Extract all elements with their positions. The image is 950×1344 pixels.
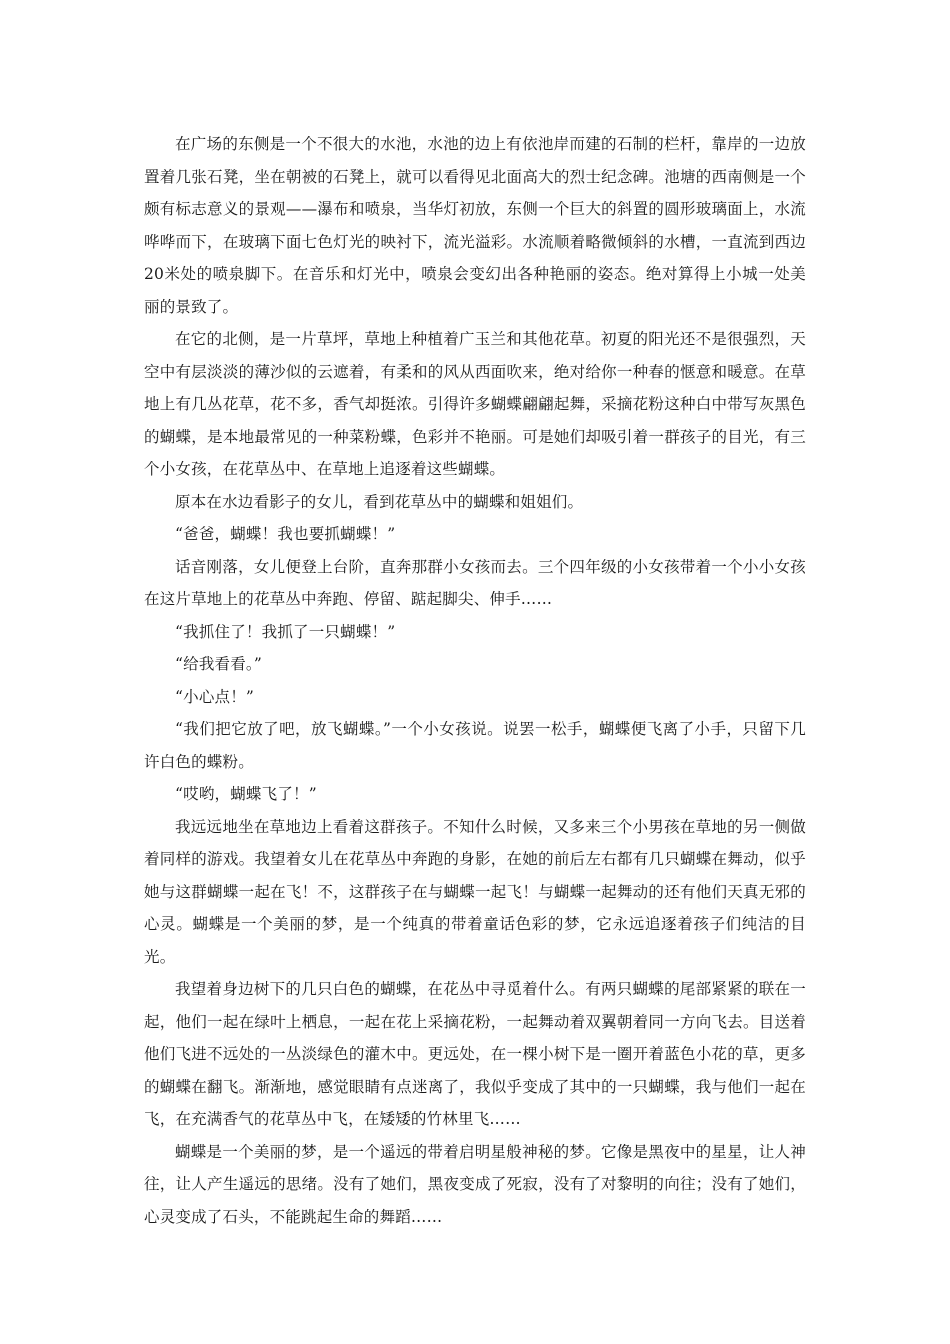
paragraph-4: “爸爸，蝴蝶！我也要抓蝴蝶！” (175, 525, 396, 543)
paragraph-5: 话音刚落，女儿便登上台阶，直奔那群小女孩而去。三个四年级的小女孩带着一个小小女孩在这片草地上的花草丛中奔跑、停留、踮起脚尖、伸手…… (144, 557, 806, 608)
paragraph-8: “小心点！” (175, 687, 255, 706)
paragraph-6: “我抓住了！我抓了一只蝴蝶！” (175, 622, 396, 641)
paragraph-7: “给我看看。” (175, 655, 262, 673)
article-body (144, 128, 806, 1233)
paragraph-12: 我望着身边树下的几只白色的蝴蝶，在花丛中寻觅着什么。有两只蝴蝶的尾部紧紧的联在一起，他们一起在绿叶上栖息，一起在花上采摘花粉，一起舞动着双翼朝着同一方向飞去。目送着他们飞进不远处的一丛淡绿色的灌木中。更远处，在一棵小树下是一圈开着蓝色小花的草，更多的蝴蝶在翻飞。渐渐地，感觉眼睛有点迷离了，我似乎变成了其中的一只蝴蝶，我与他们一起在飞，在充满香气的花草丛中飞，在矮矮的竹林里飞…… (144, 980, 806, 1128)
paragraph-2: 在它的北侧，是一片草坪，草地上种植着广玉兰和其他花草。初夏的阳光还不是很强烈，天空中有层淡淡的薄沙似的云遮着，有柔和的风从西面吹来，绝对给你一种春的惬意和暖意。在草地上有几丛花草，花不多，香气却挺浓。引得许多蝴蝶翩翩起舞，采摘花粉这种白中带写灰黑色的蝴蝶，是本地最常见的一种菜粉蝶，色彩并不艳丽。可是她们却吸引着一群孩子的目光，有三个小女孩，在花草丛中、在草地上追逐着这些蝴蝶。 (144, 330, 806, 478)
paragraph-13: 蝴蝶是一个美丽的梦，是一个遥远的带着启明星般神秘的梦。它像是黑夜中的星星，让人神往，让人产生遥远的思绪。没有了她们，黑夜变成了死寂，没有了对黎明的向往；没有了她们，心灵变成了石头，不能跳起生命的舞蹈…… (144, 1142, 806, 1226)
paragraph-10: “哎哟，蝴蝶飞了！” (175, 785, 317, 803)
paragraph-11: 我远远地坐在草地边上看着这群孩子。不知什么时候，又多来三个小男孩在草地的另一侧做着同样的游戏。我望着女儿在花草丛中奔跑的身影，在她的前后左右都有几只蝴蝶在舞动，似乎她与这群蝴蝶一起在飞！不，这群孩子在与蝴蝶一起飞！与蝴蝶一起舞动的还有他们天真无邪的心灵。蝴蝶是一个美丽的梦，是一个纯真的带着童话色彩的梦，它永远追逐着孩子们纯洁的目光。 (144, 817, 806, 966)
paragraph-9: “我们把它放了吧，放飞蝴蝶。”一个小女孩说。说罢一松手，蝴蝶便飞离了小手，只留下几许白色的蝶粉。 (144, 720, 806, 771)
paragraph-3: 原本在水边看影子的女儿，看到花草丛中的蝴蝶和姐姐们。 (175, 492, 584, 511)
paragraph-1: 在广场的东侧是一个不很大的水池，水池的边上有依池岸而建的石制的栏杆，靠岸的一边放置着几张石凳，坐在朝被的石凳上，就可以看得见北面高大的烈士纪念碑。池塘的西南侧是一个颇有标志意义的景观——瀑布和喷泉，当华灯初放，东侧一个巨大的斜置的圆形玻璃面上，水流哗哗而下，在玻璃下面七色灯光的映衬下，流光溢彩。水流顺着略微倾斜的水槽，一直流到西边20米处的喷泉脚下。在音乐和灯光中，喷泉会变幻出各种艳丽的姿态。绝对算得上小城一处美丽的景致了。 (144, 135, 806, 316)
